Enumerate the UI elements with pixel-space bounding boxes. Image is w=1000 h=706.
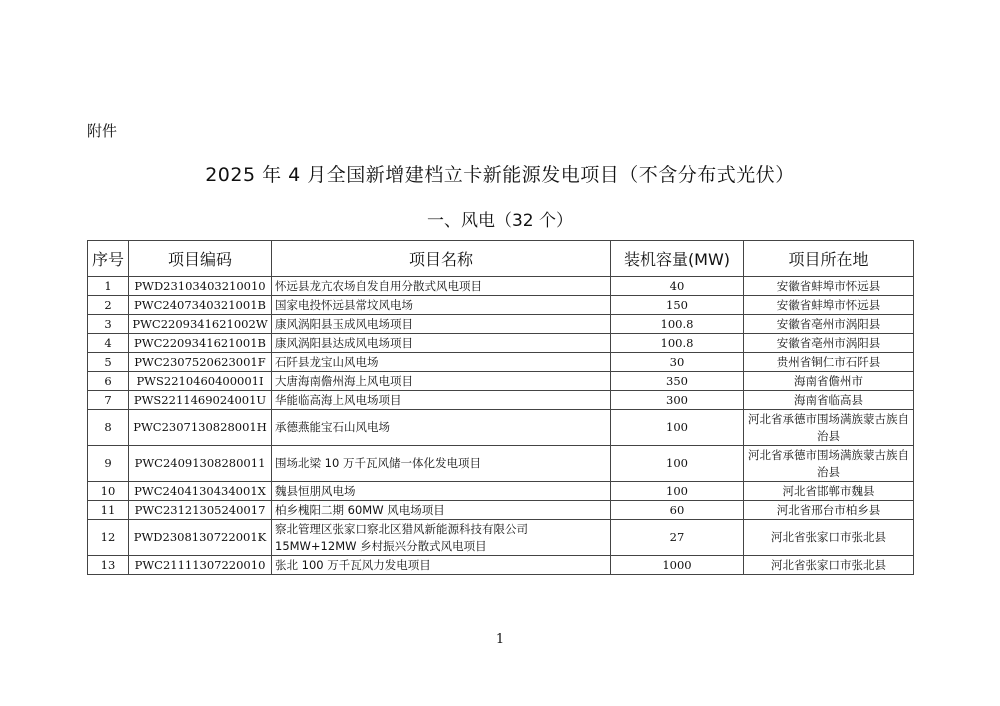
header-location: 项目所在地 bbox=[744, 241, 914, 277]
table-row bbox=[88, 315, 914, 334]
cell-location: 安徽省亳州市涡阳县 bbox=[744, 334, 914, 353]
cell-capacity: 100.8 bbox=[611, 315, 744, 334]
cell-capacity: 100 bbox=[611, 482, 744, 501]
cell-no: 12 bbox=[88, 520, 129, 556]
header-no: 序号 bbox=[88, 241, 129, 277]
cell-code: PWD2308130722001K bbox=[129, 520, 272, 556]
cell-no: 10 bbox=[88, 482, 129, 501]
table-row bbox=[88, 446, 914, 482]
cell-location: 安徽省蚌埠市怀远县 bbox=[744, 296, 914, 315]
cell-code: PWC2209341621002W bbox=[129, 315, 272, 334]
cell-capacity: 1000 bbox=[611, 556, 744, 575]
cell-name: 石阡县龙宝山风电场 bbox=[272, 353, 611, 372]
cell-name: 围场北梁 10 万千瓦风储一体化发电项目 bbox=[272, 446, 611, 482]
attachment-label: 附件 bbox=[87, 122, 118, 140]
table-row bbox=[88, 556, 914, 575]
cell-capacity: 30 bbox=[611, 353, 744, 372]
cell-location: 河北省承德市围场满族蒙古族自治县 bbox=[744, 446, 914, 482]
cell-code: PWC2209341621001B bbox=[129, 334, 272, 353]
cell-location: 河北省张家口市张北县 bbox=[744, 520, 914, 556]
header-code: 项目编码 bbox=[129, 241, 272, 277]
cell-no: 13 bbox=[88, 556, 129, 575]
cell-no: 1 bbox=[88, 277, 129, 296]
cell-capacity: 27 bbox=[611, 520, 744, 556]
cell-name: 柏乡槐阳二期 60MW 风电场项目 bbox=[272, 501, 611, 520]
cell-name: 康风涡阳县玉成风电场项目 bbox=[272, 315, 611, 334]
table-row bbox=[88, 391, 914, 410]
cell-no: 11 bbox=[88, 501, 129, 520]
cell-name: 魏县恒朋风电场 bbox=[272, 482, 611, 501]
table-row bbox=[88, 482, 914, 501]
cell-capacity: 100 bbox=[611, 446, 744, 482]
cell-capacity: 150 bbox=[611, 296, 744, 315]
cell-location: 河北省邯郸市魏县 bbox=[744, 482, 914, 501]
cell-code: PWS2211469024001U bbox=[129, 391, 272, 410]
header-name: 项目名称 bbox=[272, 241, 611, 277]
cell-name: 承德燕能宝石山风电场 bbox=[272, 410, 611, 446]
wind-projects-table bbox=[87, 240, 914, 575]
cell-capacity: 300 bbox=[611, 391, 744, 410]
cell-location: 河北省张家口市张北县 bbox=[744, 556, 914, 575]
table-row bbox=[88, 410, 914, 446]
table-row bbox=[88, 520, 914, 556]
cell-capacity: 100 bbox=[611, 410, 744, 446]
cell-name: 国家电投怀远县常坟风电场 bbox=[272, 296, 611, 315]
cell-no: 4 bbox=[88, 334, 129, 353]
cell-capacity: 60 bbox=[611, 501, 744, 520]
section-title: 一、风电（32 个） bbox=[426, 211, 574, 231]
table-row bbox=[88, 353, 914, 372]
cell-name: 华能临高海上风电场项目 bbox=[272, 391, 611, 410]
cell-location: 河北省邢台市柏乡县 bbox=[744, 501, 914, 520]
table-header-row bbox=[88, 241, 914, 277]
table-row bbox=[88, 296, 914, 315]
cell-capacity: 40 bbox=[611, 277, 744, 296]
cell-code: PWC2404130434001X bbox=[129, 482, 272, 501]
table-row bbox=[88, 277, 914, 296]
cell-location: 海南省临高县 bbox=[744, 391, 914, 410]
page-number: 1 bbox=[495, 632, 505, 647]
cell-name: 张北 100 万千瓦风力发电项目 bbox=[272, 556, 611, 575]
cell-name: 康风涡阳县达成风电场项目 bbox=[272, 334, 611, 353]
header-capacity: 装机容量(MW) bbox=[611, 241, 744, 277]
cell-location: 河北省承德市围场满族蒙古族自治县 bbox=[744, 410, 914, 446]
cell-code: PWC24091308280011 bbox=[129, 446, 272, 482]
document-title: 2025 年 4 月全国新增建档立卡新能源发电项目（不含分布式光伏） bbox=[205, 164, 795, 186]
cell-code: PWC2307520623001F bbox=[129, 353, 272, 372]
cell-location: 安徽省亳州市涡阳县 bbox=[744, 315, 914, 334]
cell-code: PWC2307130828001H bbox=[129, 410, 272, 446]
cell-code: PWD23103403210010 bbox=[129, 277, 272, 296]
cell-no: 8 bbox=[88, 410, 129, 446]
cell-code: PWC2407340321001B bbox=[129, 296, 272, 315]
cell-location: 安徽省蚌埠市怀远县 bbox=[744, 277, 914, 296]
cell-no: 5 bbox=[88, 353, 129, 372]
cell-location: 贵州省铜仁市石阡县 bbox=[744, 353, 914, 372]
cell-capacity: 100.8 bbox=[611, 334, 744, 353]
cell-code: PWC21111307220010 bbox=[129, 556, 272, 575]
cell-name: 察北管理区张家口察北区猎风新能源科技有限公司 15MW+12MW 乡村振兴分散式风电项目 bbox=[272, 520, 611, 556]
cell-code: PWC23121305240017 bbox=[129, 501, 272, 520]
cell-code: PWS2210460400001I bbox=[129, 372, 272, 391]
cell-no: 7 bbox=[88, 391, 129, 410]
table-row bbox=[88, 334, 914, 353]
cell-location: 海南省儋州市 bbox=[744, 372, 914, 391]
table-row bbox=[88, 372, 914, 391]
cell-no: 6 bbox=[88, 372, 129, 391]
cell-capacity: 350 bbox=[611, 372, 744, 391]
cell-no: 2 bbox=[88, 296, 129, 315]
cell-name: 大唐海南儋州海上风电项目 bbox=[272, 372, 611, 391]
cell-no: 3 bbox=[88, 315, 129, 334]
cell-no: 9 bbox=[88, 446, 129, 482]
table-row bbox=[88, 501, 914, 520]
cell-name: 怀远县龙亢农场自发自用分散式风电项目 bbox=[272, 277, 611, 296]
